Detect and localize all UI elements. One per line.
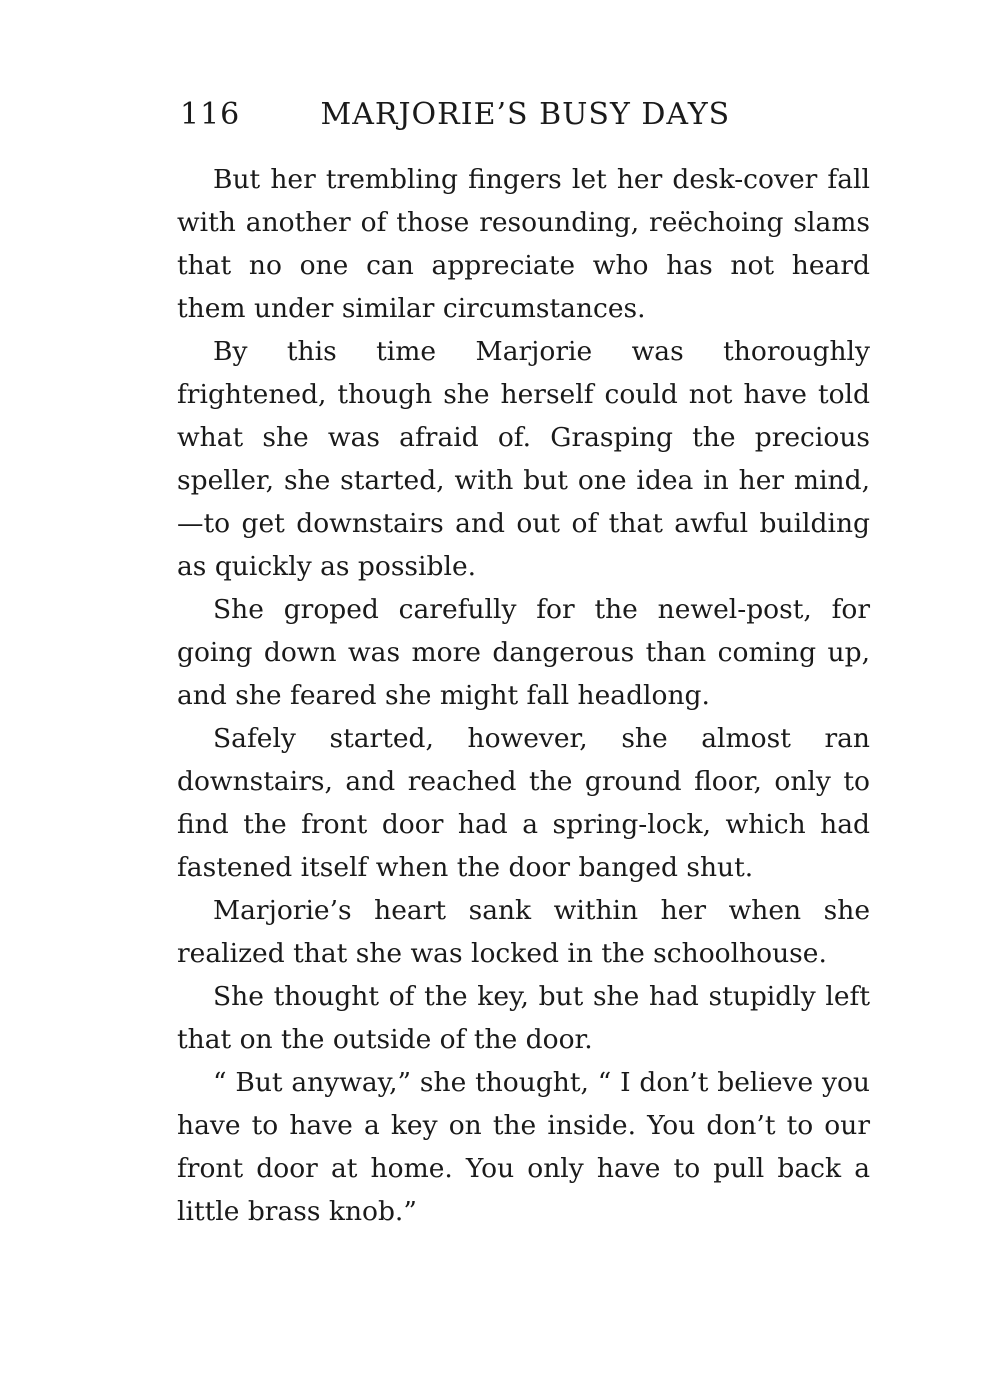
paragraph: “ But anyway,” she thought, “ I don’t believe you have to have a key on the inside. You don’t to our front door at home. You only have to pull back a little brass knob.” — [177, 1067, 870, 1227]
page-header — [180, 90, 880, 140]
paragraph: By this time Marjorie was thoroughly frightened, though she herself could not have told what she was afraid of. Grasping the precious speller, she started, with but one idea in her mind,—to get downstairs and out of that awful building as quickly as possible. — [177, 336, 870, 582]
paragraph: Marjorie’s heart sank within her when she realized that she was locked in the schoolhouse. — [177, 895, 870, 969]
paragraph: But her trembling fingers let her desk-cover fall with another of those resounding, reëchoing slams that no one can appreciate who has not heard them under similar circumstances. — [177, 164, 870, 324]
body-text — [177, 158, 870, 1233]
paragraph: She groped carefully for the newel-post, for going down was more dangerous than coming up, and she feared she might fall headlong. — [177, 594, 870, 711]
page-number: 116 — [180, 97, 241, 132]
running-title: MARJORIE’S BUSY DAYS — [320, 97, 731, 132]
paragraph: She thought of the key, but she had stupidly left that on the outside of the door. — [177, 981, 870, 1055]
paragraph: Safely started, however, she almost ran downstairs, and reached the ground floor, only to find the front door had a spring-lock, which had fastened itself when the door banged shut. — [177, 723, 870, 883]
